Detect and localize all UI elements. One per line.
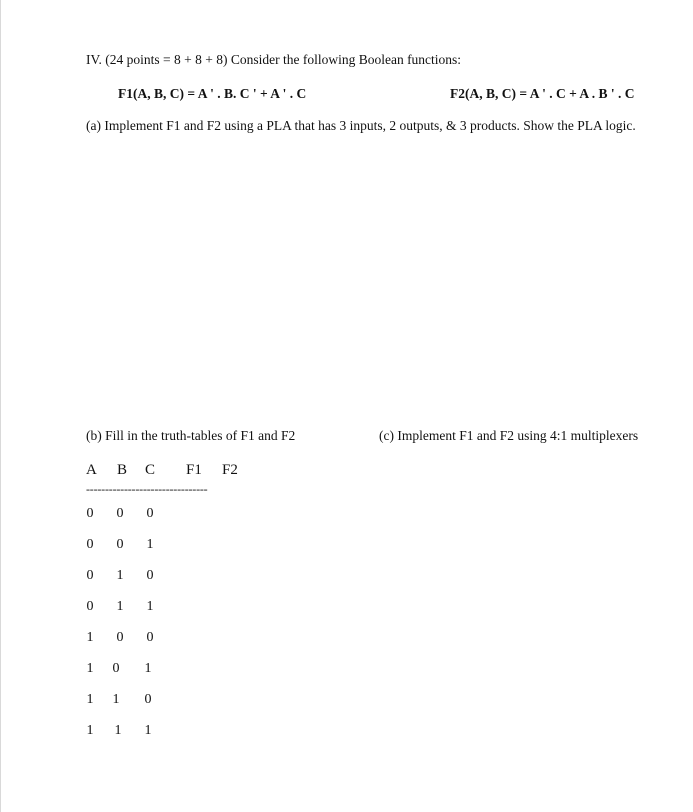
table-divider: -------------------------------- (86, 482, 208, 496)
table-row (84, 506, 164, 524)
cell-c: 1 (146, 599, 154, 614)
cell-c: 1 (144, 723, 152, 738)
cell-a: 1 (86, 692, 94, 707)
question-heading: IV. (24 points = 8 + 8 + 8) Consider the following Boolean functions: (86, 52, 462, 67)
part-b-prompt: (b) Fill in the truth-tables of F1 and F2 (86, 428, 296, 443)
header-b: B (117, 462, 128, 478)
cell-a: 1 (86, 723, 94, 738)
function-f1: F1(A, B, C) = A ' . B. C ' + A ' . C (118, 86, 307, 101)
header-c: C (145, 462, 156, 478)
function-f2: F2(A, B, C) = A ' . C + A . B ' . C (450, 86, 635, 101)
cell-b: 1 (116, 568, 124, 583)
cell-c: 1 (144, 661, 152, 676)
part-a-prompt: (a) Implement F1 and F2 using a PLA that has 3 inputs, 2 outputs, & 3 products. Show the PLA logic. (86, 118, 636, 133)
table-row (84, 661, 164, 679)
header-f2: F2 (222, 462, 238, 478)
cell-c: 0 (146, 568, 154, 583)
cell-b: 0 (112, 661, 120, 676)
cell-a: 0 (86, 537, 94, 552)
table-row (84, 599, 164, 617)
cell-a: 0 (86, 599, 94, 614)
table-row (84, 537, 164, 555)
header-a: A (86, 462, 97, 478)
table-row (84, 630, 164, 648)
cell-b: 0 (116, 630, 124, 645)
cell-c: 0 (146, 630, 154, 645)
header-f1: F1 (186, 462, 202, 478)
cell-b: 0 (116, 537, 124, 552)
table-row (84, 723, 164, 741)
cell-c: 0 (144, 692, 152, 707)
cell-a: 1 (86, 630, 94, 645)
part-c-prompt: (c) Implement F1 and F2 using 4:1 multiplexers (379, 428, 639, 443)
page-left-border (0, 0, 1, 812)
cell-b: 0 (116, 506, 124, 521)
cell-b: 1 (114, 723, 122, 738)
cell-b: 1 (116, 599, 124, 614)
cell-c: 0 (146, 506, 154, 521)
cell-a: 0 (86, 506, 94, 521)
cell-a: 0 (86, 568, 94, 583)
cell-c: 1 (146, 537, 154, 552)
cell-b: 1 (112, 692, 120, 707)
table-row (84, 568, 164, 586)
table-row (84, 692, 164, 710)
cell-a: 1 (86, 661, 94, 676)
